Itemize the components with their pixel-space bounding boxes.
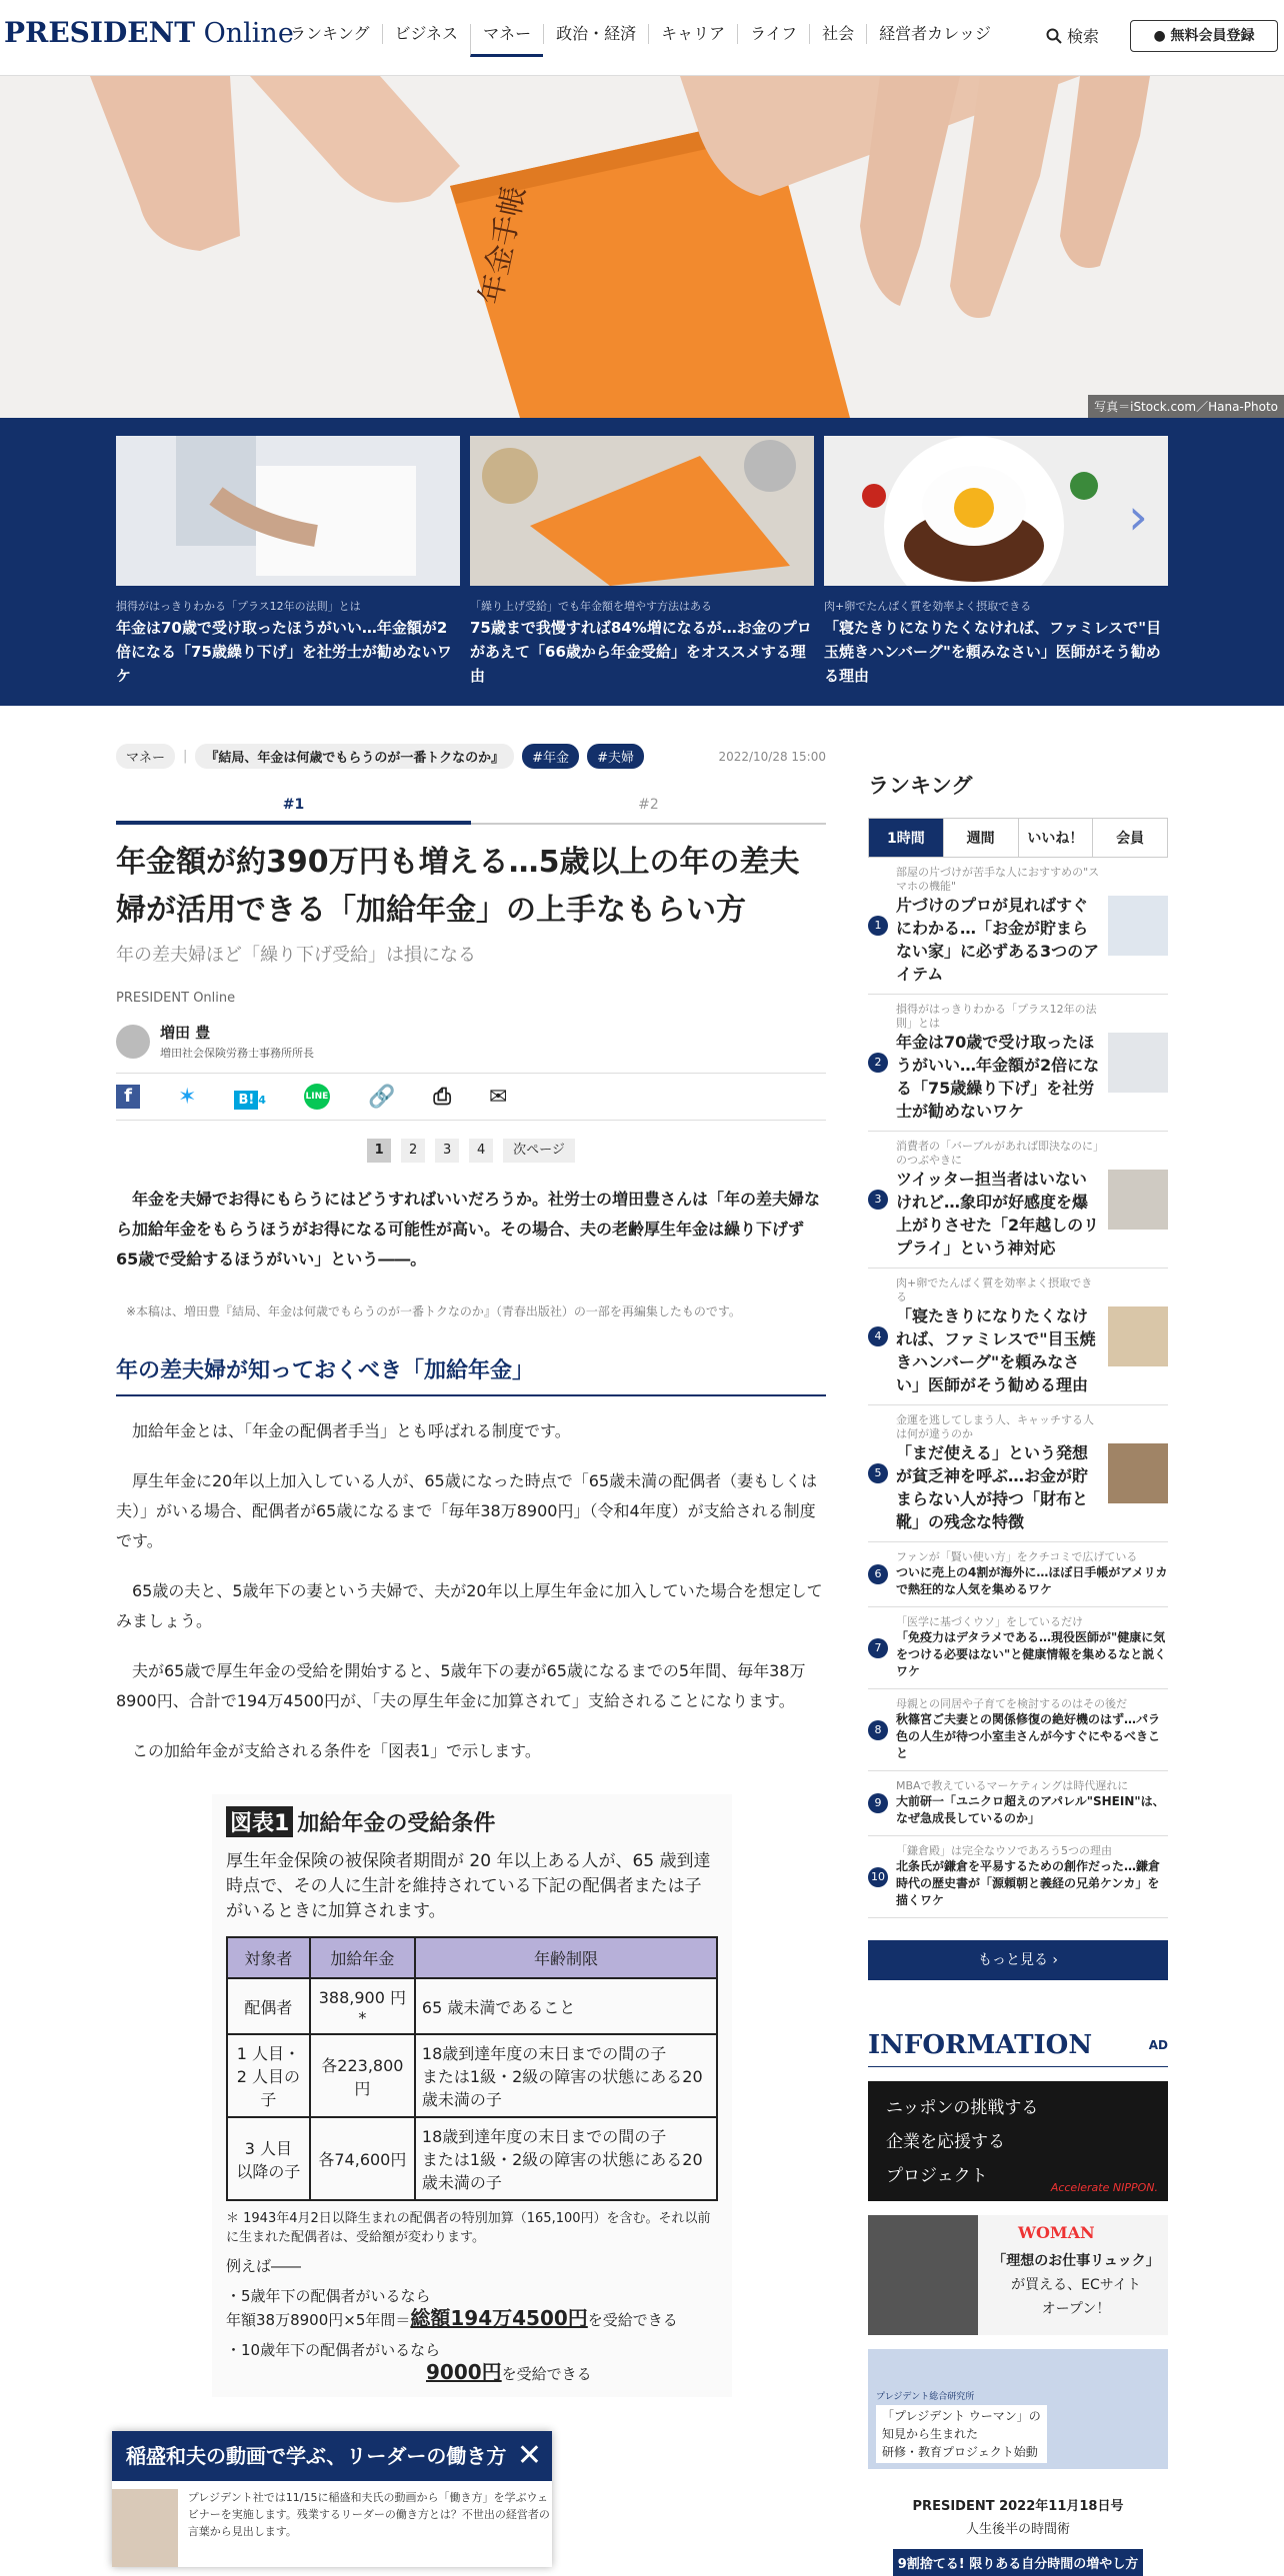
nav-item[interactable]: ライフ [737,24,809,44]
ranking-thumb [1108,1306,1168,1366]
ranking-thumb [1108,896,1168,956]
article-subtitle: 年の差夫婦ほど「繰り下げ受給」は損になる [116,945,476,966]
table-row: 1 人目・ 2 人目の子 各223,800円 18歳到達年度の末日までの間の子 または1級・2級の障害の状態にある20歳未満の子 [227,2034,717,2117]
magazine-subtitle: 人生後半の時間術 [965,2522,1070,2537]
nav-item[interactable]: キャリア [648,24,737,44]
page-link[interactable]: 4 [469,1139,493,1163]
page-link[interactable]: 3 [435,1139,459,1163]
photo-credit: 写真＝iStock.com／Hana-Photo [1088,395,1284,418]
ranking-thumb [1108,1033,1168,1093]
article [116,744,826,2397]
popup-title: 稲盛和夫の動画で学ぶ、リーダーの働き方 ✕ [112,2431,552,2481]
figure-footnote: ＊ 1943年4月2日以降生まれの配偶者の特別加算（165,100円）を含む。それ以前に生まれた配偶者は、受給額が変わります。 [226,2211,711,2245]
ranking-item[interactable]: 8 母親との同居や子育てを検討するのはその後だ 秋篠宮ご夫妻との関係修復の絶好機のはず…パラ色の人生が待つ小室圭さんが今すぐにやるべきこと [868,1689,1168,1771]
user-icon: ● [1153,28,1166,44]
site-header [0,0,1284,76]
tag-link[interactable]: #夫婦 [587,744,644,769]
nav-item[interactable]: ランキング [290,24,370,43]
search-icon [1046,28,1062,44]
ranking-heading: ランキング [868,774,973,798]
example-1: ・5歳年下の配偶者がいるなら 年額38万8900円×5年間＝総額194万4500円を受給できる [226,2287,678,2330]
ranking-item[interactable]: 2 損得がはっきりわかる「プラス12年の法則」とは 年金は70歳で受け取ったほうがいい…年金額が2倍になる「75歳繰り下げ」を社労士が勧めないワケ [868,995,1168,1132]
ranking-item[interactable]: 1 部屋の片づけが苦手な人におすすめの"スマホの機能" 片づけのプロが見ればすぐにわかる…「お金が貯まらない家」に必ずある3つのアイテム [868,858,1168,995]
webinar-popup[interactable] [112,2431,552,2567]
avatar [116,1025,150,1059]
article-title: 年金額が約390万円も増える…5歳以上の年の差夫婦が活用できる「加給年金」の上手なもらい方 [116,845,800,928]
paragraph: 65歳の夫と、5歳年下の妻という夫婦で、夫が20年以上厚生年金に加入していた場合を想定してみましょう。 [116,1581,823,1630]
svg-text:年金手帳: 年金手帳 [473,183,533,308]
figure-1 [212,1794,732,2397]
tab-page-1[interactable]: #1 [116,797,471,825]
hero-image [0,76,1284,418]
site-logo[interactable]: PRESIDENT Online [4,16,294,49]
ranking-item[interactable]: 3 消費者の「バーブルがあれば即決なのに」のつぶやきに ツイッター担当者はいないけれど…象印が好感度を爆上がりさせた「2年越しのリプライ」という神対応 [868,1132,1168,1269]
ad-banner-accelerate[interactable]: ニッポンの挑戦する 企業を応援する プロジェクト Accelerate NIPPON. [868,2081,1168,2201]
tab-1hour[interactable]: 1時間 [869,819,943,857]
figure-table: 対象者 加給年金 年齢制限 配偶者 388,900 円* 65 歳未満であること 1 人目・ 2 人目の子 各223,800円 18歳到達年度の末日までの間の子 または1級・2級の障害の状態にある20歳未満の子 3 人目 以降の子 各74,600円 18歳到達年度の末日までの間の子 または1級・2級の障害の状態にある20歳未満の子 [226,1936,718,2201]
article-lead: 年金を夫婦でお得にもらうにはどうすればいいだろうか。社労士の増田豊さんは「年の差夫婦なら加給年金をもらうほうがお得になる可能性が高い。その場合、夫の老齢厚生年金は繰り下げず65歳で受給するほうがいい」という――。 [116,1190,821,1269]
paragraph: 夫が65歳で厚生年金の受給を開始すると、5歳年下の妻が65歳になるまでの5年間、毎年38万8900円、合計で194万4500円が、「夫の厚生年金に加算されて」支給されることになります。 [116,1661,806,1710]
figure-title: 図表1 加給年金の受給条件 [226,1806,718,1837]
nav-item[interactable]: 社会 [809,24,866,44]
close-icon[interactable]: ✕ [516,2438,542,2473]
information-header: INFORMATION AD [868,2030,1168,2067]
sidebar [868,770,1168,2576]
nav-item[interactable]: 経営者カレッジ [866,24,1003,44]
table-row: 配偶者 388,900 円* 65 歳未満であること [227,1978,717,2034]
breadcrumb: マネー | 『結局、年金は何歳でもらうのが一番トクなのか』 #年金 #夫婦 2022/10/28 15:00 [116,744,826,769]
tag-link[interactable]: #年金 [522,744,579,769]
example-2: ・10歳年下の配偶者がいるなら 9000円を受給できる [226,2341,592,2384]
pagination [116,1139,826,1163]
share-bar [116,1073,826,1121]
line-icon[interactable]: LINE [304,1084,330,1110]
ranking-list [868,858,1168,1918]
nav-item-active[interactable]: マネー [470,24,543,57]
chevron-right-icon[interactable]: › [1128,488,1148,546]
register-button[interactable]: ● 無料会員登録 [1130,20,1278,52]
ranking-tabs [868,818,1168,858]
section-heading: 年の差夫婦が知っておくべき「加給年金」 [116,1353,826,1396]
popup-image [112,2489,178,2567]
carousel-card[interactable]: 肉+卵でたんぱく質を効率よく摂取できる 「寝たきりになりたくなければ、ファミレスで"目玉焼きハンバーグ"を頼みなさい」医師がそう勧める理由 [824,436,1168,688]
author-name[interactable]: 増田 豊 [160,1024,211,1042]
next-page-link[interactable]: 次ページ [503,1139,575,1163]
figure-description: 厚生年金保険の被保険者期間が 20 年以上ある人が、65 歳到達時点で、その人に生計を維持されている下記の配偶者または子がいるときに加算されます。 [226,1851,711,1921]
paragraph: この加給年金が支給される条件を「図表1」で示します。 [132,1741,541,1760]
main-nav [278,24,1003,57]
table-row: 3 人目 以降の子 各74,600円 18歳到達年度の末日までの間の子 または1級・2級の障害の状態にある20歳未満の子 [227,2117,717,2200]
paragraph: 加給年金とは、「年金の配偶者手当」とも呼ばれる制度です。 [132,1421,571,1440]
publisher: PRESIDENT Online [116,991,236,1006]
card-image [116,436,460,586]
link-icon[interactable]: 🔗 [367,1084,396,1110]
nav-item[interactable]: 政治・経済 [543,24,648,44]
nav-item[interactable]: ビジネス [382,24,471,44]
page-link[interactable]: 2 [401,1139,425,1163]
ad-banner-woman[interactable]: WOMAN 「理想のお仕事リュック」 が買える、ECサイト オープン！ [868,2215,1168,2335]
mail-icon[interactable]: ✉ [488,1084,508,1110]
page-tabs [116,797,826,825]
carousel-card[interactable]: 損得がはっきりわかる「プラス12年の法則」とは 年金は70歳で受け取ったほうがいい…年金額が2倍になる「75歳繰り下げ」を社労士が勧めないワケ [116,436,460,688]
facebook-icon[interactable]: f [116,1085,140,1109]
ranking-thumb [1108,1443,1168,1503]
carousel-card[interactable]: 「繰り上げ受給」でも年金額を増やす方法はある 75歳まで我慢すれば84%増になるが…お金のプロがあえて「66歳から年金受給」をオススメする理由 [470,436,814,688]
ad-banner-research[interactable]: プレジデント総合研究所 「プレジデント ウーマン」の 知見から生まれた 研修・教育プロジェクト始動 [868,2349,1168,2469]
hatena-button[interactable]: B! 4 [234,1085,266,1110]
more-ranking-button[interactable]: もっと見る › [868,1940,1168,1980]
example-head: 例えば―― [226,2257,302,2275]
related-carousel [0,418,1284,706]
author-block[interactable] [116,1022,826,1061]
magazine-tagline[interactable]: 9割捨てる! 限りある自分時間の増やし方 [893,2549,1143,2576]
author-role: 増田社会保険労務士事務所所長 [160,1047,314,1060]
tab-weekly[interactable]: 週間 [943,819,1018,857]
magazine-title[interactable]: PRESIDENT 2022年11月18日号 [912,2499,1124,2514]
ranking-item[interactable]: 6 ファンが「賢い使い方」をクチコミで広げている ついに売上の4割が海外に…ほぼ日手帳がアメリカで熱狂的な人気を集めるワケ [868,1542,1168,1607]
source-note: ※本稿は、増田豊『結局、年金は何歳でもらうのが一番トクなのか』（青春出版社）の一部を再編集したものです。 [126,1304,741,1318]
tab-page-2[interactable]: #2 [471,797,826,825]
ranking-item[interactable]: 4 肉+卵でたんぱく質を効率よく摂取できる 「寝たきりになりたくなければ、ファミレスで"目玉焼きハンバーグ"を頼みなさい」医師がそう勧める理由 [868,1269,1168,1405]
popup-text: プレジデント社では11/15に稲盛和夫氏の動画から「働き方」を学ぶウェビナーを実施します。残業するリーダーの働き方とは？不世出の経営者の言葉から見出します。 [187,2491,550,2538]
ranking-thumb [1108,1170,1168,1230]
breadcrumb-book[interactable]: 『結局、年金は何歳でもらうのが一番トクなのか』 [195,744,514,769]
print-icon[interactable]: ⎙ [433,1084,451,1110]
tab-members[interactable]: 会員 [1092,819,1167,857]
ranking-item[interactable]: 5 金運を逃してしまう人、キャッチする人は何が違うのか 「まだ使える」という発想が貧乏神を呼ぶ…お金が貯まらない人が持つ「財布と靴」の残念な特徴 [868,1405,1168,1542]
tab-likes[interactable]: いいね！ [1018,819,1093,857]
search-button[interactable]: 検索 [1046,24,1099,47]
paragraph: 厚生年金に20年以上加入している人が、65歳になった時点で「65歳未満の配偶者（妻もしくは夫）」がいる場合、配偶者が65歳になるまで「毎年38万8900円」（令和4年度）が支給される制度です。 [116,1471,818,1550]
breadcrumb-category[interactable]: マネー [116,744,175,769]
card-image [824,436,1168,586]
twitter-icon[interactable]: ✶ [178,1084,197,1110]
pension-book-photo [0,76,1284,418]
ranking-item[interactable]: 7 「医学に基づくウソ」をしているだけ 「免疫力はデタラメである…現役医師が"健康に気をつける必要はない"と健康情報を集めるなと説くワケ [868,1607,1168,1689]
card-image [470,436,814,586]
ranking-item[interactable]: 9 MBAで教えているマーケティングは時代遅れに 大前研一「ユニクロ超えのアパレル"SHEIN"は、なぜ急成長しているのか」 [868,1771,1168,1836]
page-link[interactable]: 1 [367,1139,391,1163]
ranking-item[interactable]: 10 「鎌倉殿」は完全なウソであろう5つの理由 北条氏が鎌倉を平易するための創作だった…鎌倉時代の歴史書が「源頼朝と義経の兄弟ケンカ」を描くワケ [868,1836,1168,1918]
publish-date: 2022/10/28 15:00 [718,749,826,764]
